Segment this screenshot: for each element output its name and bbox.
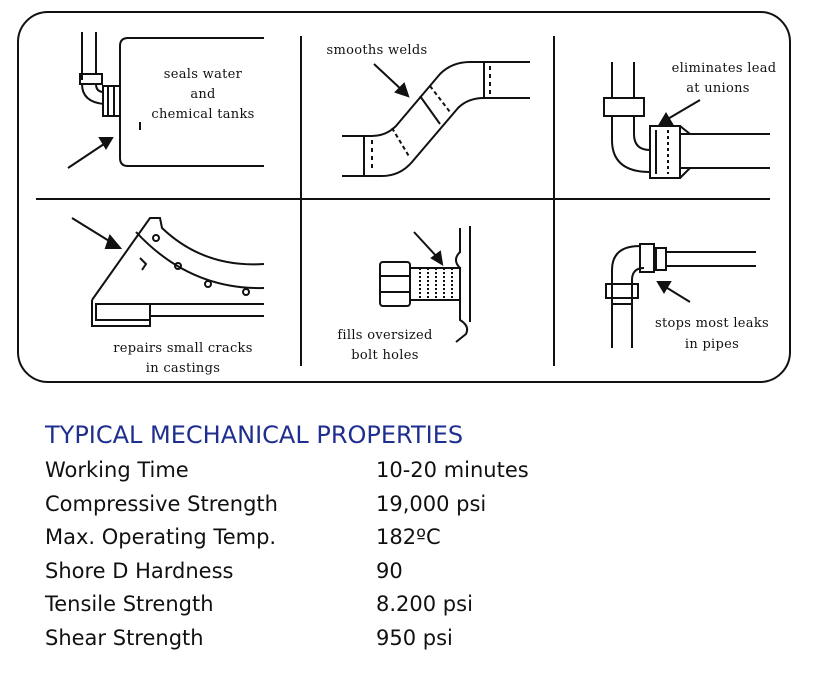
caption-seals-line2: and	[190, 87, 216, 102]
caption-stops-line2: in pipes	[684, 337, 740, 352]
bolt-drawing	[380, 226, 470, 342]
caption-fills-line2: bolt holes	[351, 348, 419, 363]
union-elbow-drawing	[604, 62, 770, 178]
caption-smooths-welds: smooths welds	[326, 43, 428, 58]
welded-pipe-drawing	[342, 62, 530, 176]
property-row	[45, 488, 529, 522]
properties-title: TYPICAL MECHANICAL PROPERTIES	[45, 421, 464, 449]
property-row	[45, 555, 529, 589]
caption-seals-line3: chemical tanks	[151, 107, 255, 122]
property-value: 10-20 minutes	[376, 458, 529, 482]
caption-seals-line1: seals water	[163, 67, 243, 82]
property-value: 90	[376, 558, 403, 583]
property-row	[45, 622, 529, 656]
caption-eliminates-line2: at unions	[686, 81, 750, 96]
caption-stops-line1: stops most leaks	[655, 316, 769, 331]
mechanical-properties-section	[45, 420, 529, 655]
property-value: 182ºC	[376, 525, 441, 549]
caption-repairs-line1: repairs small cracks	[113, 341, 253, 356]
casting-drawing	[72, 218, 264, 326]
property-value: 8.200 psi	[376, 592, 473, 616]
property-label: Shear Strength	[45, 625, 204, 650]
property-value: 950 psi	[376, 625, 453, 650]
caption-eliminates-line1: eliminates lead	[671, 61, 777, 76]
property-value: 19,000 psi	[376, 491, 487, 516]
property-row	[45, 588, 529, 622]
tank-drawing	[68, 32, 264, 168]
caption-repairs-line2: in castings	[145, 361, 221, 376]
property-label: Tensile Strength	[45, 592, 214, 616]
caption-fills-line1: fills oversized	[337, 328, 433, 343]
property-label: Shore D Hardness	[45, 558, 234, 583]
pipe-elbow-drawing	[606, 244, 756, 348]
property-label: Max. Operating Temp.	[45, 525, 277, 549]
property-label: Working Time	[45, 458, 189, 482]
property-row	[45, 454, 529, 488]
property-row	[45, 521, 529, 555]
property-label: Compressive Strength	[45, 491, 278, 516]
